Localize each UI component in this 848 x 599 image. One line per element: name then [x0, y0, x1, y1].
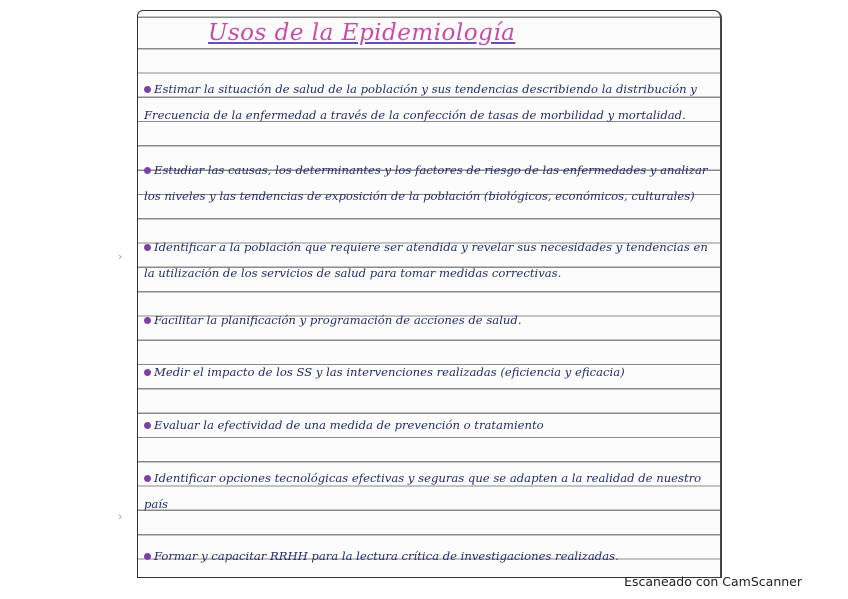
item-text: Identificar a la población que requiere ser atendida y revelar sus necesidades y tendencias en la utilización de los servicios de salud para tomar medidas correctivas.	[144, 240, 708, 280]
list-item	[144, 466, 714, 517]
bullet-dot-icon	[144, 167, 151, 174]
list-item	[144, 413, 714, 439]
item-text: Facilitar la planificación y programación de acciones de salud.	[154, 313, 522, 327]
page-title: Usos de la Epidemiología	[208, 20, 516, 46]
bullet-dot-icon	[144, 422, 151, 429]
list-item	[144, 308, 714, 334]
list-item	[144, 360, 714, 386]
item-text: Medir el impacto de los SS y las intervenciones realizadas (eficiencia y eficacia)	[154, 365, 625, 379]
bullet-dot-icon	[144, 244, 151, 251]
item-text: Formar y capacitar RRHH para la lectura crítica de investigaciones realizadas.	[154, 549, 619, 563]
bullet-dot-icon	[144, 553, 151, 560]
scanner-watermark: Escaneado con CamScanner	[624, 574, 802, 589]
margin-mark: ›	[118, 250, 123, 263]
bullet-dot-icon	[144, 475, 151, 482]
bullet-dot-icon	[144, 86, 151, 93]
margin-mark: ›	[118, 510, 123, 523]
list-item	[144, 235, 714, 286]
item-text: Estudiar las causas, los determinantes y los factores de riesgo de las enfermedades y analizar los niveles y las tendencias de exposición de la población (biológicos, económicos, culturales)	[144, 163, 708, 203]
item-text: Evaluar la efectividad de una medida de prevención o tratamiento	[154, 418, 544, 432]
bullet-dot-icon	[144, 317, 151, 324]
notebook-page	[137, 10, 722, 578]
list-item	[144, 544, 714, 570]
bullet-dot-icon	[144, 369, 151, 376]
list-item	[144, 77, 714, 128]
list-item	[144, 158, 714, 209]
item-text: Estimar la situación de salud de la población y sus tendencias describiendo la distribución y Frecuencia de la enfermedad a través de la confección de tasas de morbilidad y mortalidad.	[144, 82, 697, 122]
item-text: Identificar opciones tecnológicas efectivas y seguras que se adapten a la realidad de nuestro país	[144, 471, 702, 511]
